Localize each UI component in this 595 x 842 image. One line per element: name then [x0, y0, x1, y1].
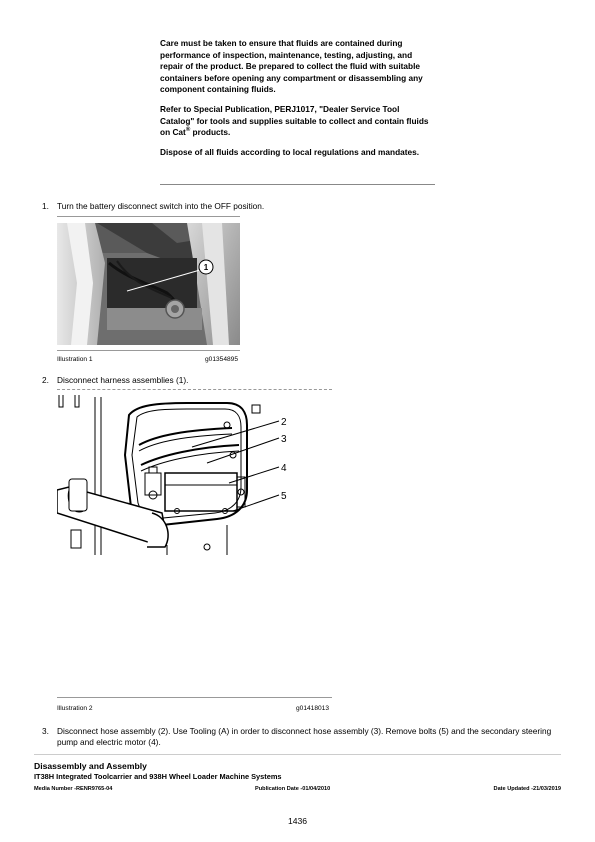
step-text: Disconnect hose assembly (2). Use Tooling (A) in order to disconnect hose assembly (3). Remove bolts (5) and the secondary steering pump and electric motor (4).	[57, 726, 552, 747]
date-updated: Date Updated -21/03/2019	[493, 786, 561, 792]
publication-date: Publication Date -01/04/2010	[255, 786, 331, 792]
callout-3: 3	[281, 434, 287, 445]
notice-paragraph-2	[160, 104, 436, 139]
illustration-1-code: g01354895	[205, 356, 239, 363]
step-text: Disconnect harness assemblies (1).	[57, 375, 189, 385]
illustration-2-drawing	[57, 395, 332, 555]
battery-disconnect-photo	[57, 223, 240, 345]
illustration-2-label: Illustration 2	[57, 705, 93, 712]
callout-2: 2	[281, 417, 287, 428]
illustration-1-label: Illustration 1	[57, 356, 93, 363]
callout-4: 4	[281, 463, 287, 474]
notice-divider	[160, 184, 435, 185]
illustration-2-code: g01418013	[296, 705, 330, 712]
page-number: 1436	[287, 816, 308, 826]
callout-1: 1	[203, 263, 209, 272]
notice-paragraph-3: Dispose of all fluids according to local regulations and mandates.	[160, 146, 420, 157]
footer-subtitle: IT38H Integrated Toolcarrier and 938H Wheel Loader Machine Systems	[34, 772, 282, 781]
step-number: 2.	[42, 375, 49, 385]
step-number: 1.	[42, 201, 49, 211]
illustration-1-bottom-rule	[57, 350, 240, 351]
registered-mark: ®	[185, 127, 191, 134]
step-number: 3.	[42, 726, 49, 736]
steering-pump-line-drawing	[57, 395, 332, 555]
illustration-2-bottom-rule	[57, 697, 332, 698]
callout-5: 5	[281, 491, 287, 502]
illustration-2-top-rule	[57, 389, 332, 390]
footer-divider	[34, 754, 561, 755]
notice-paragraph-1: Care must be taken to ensure that fluids are contained during performance of inspection, maintenance, testing, adjusting, and repair of the product. Be prepared to collect the fluid with suitable containers before opening any compartment or disassembling any component containing fluids.	[160, 38, 423, 95]
illustration-1-photo	[57, 223, 240, 345]
step-text: Turn the battery disconnect switch into the OFF position.	[57, 201, 265, 211]
fluid-notice	[160, 38, 436, 166]
notice-paragraph-2-text: Refer to Special Publication, PERJ1017, "Dealer Service Tool Catalog" for tools and supplies suitable to collect and contain fluids on Cat	[160, 103, 429, 138]
footer-section-title: Disassembly and Assembly	[34, 761, 147, 771]
notice-paragraph-2-end: products.	[190, 127, 231, 138]
illustration-1-top-rule	[57, 216, 240, 217]
media-number: Media Number -RENR9765-04	[34, 786, 113, 792]
